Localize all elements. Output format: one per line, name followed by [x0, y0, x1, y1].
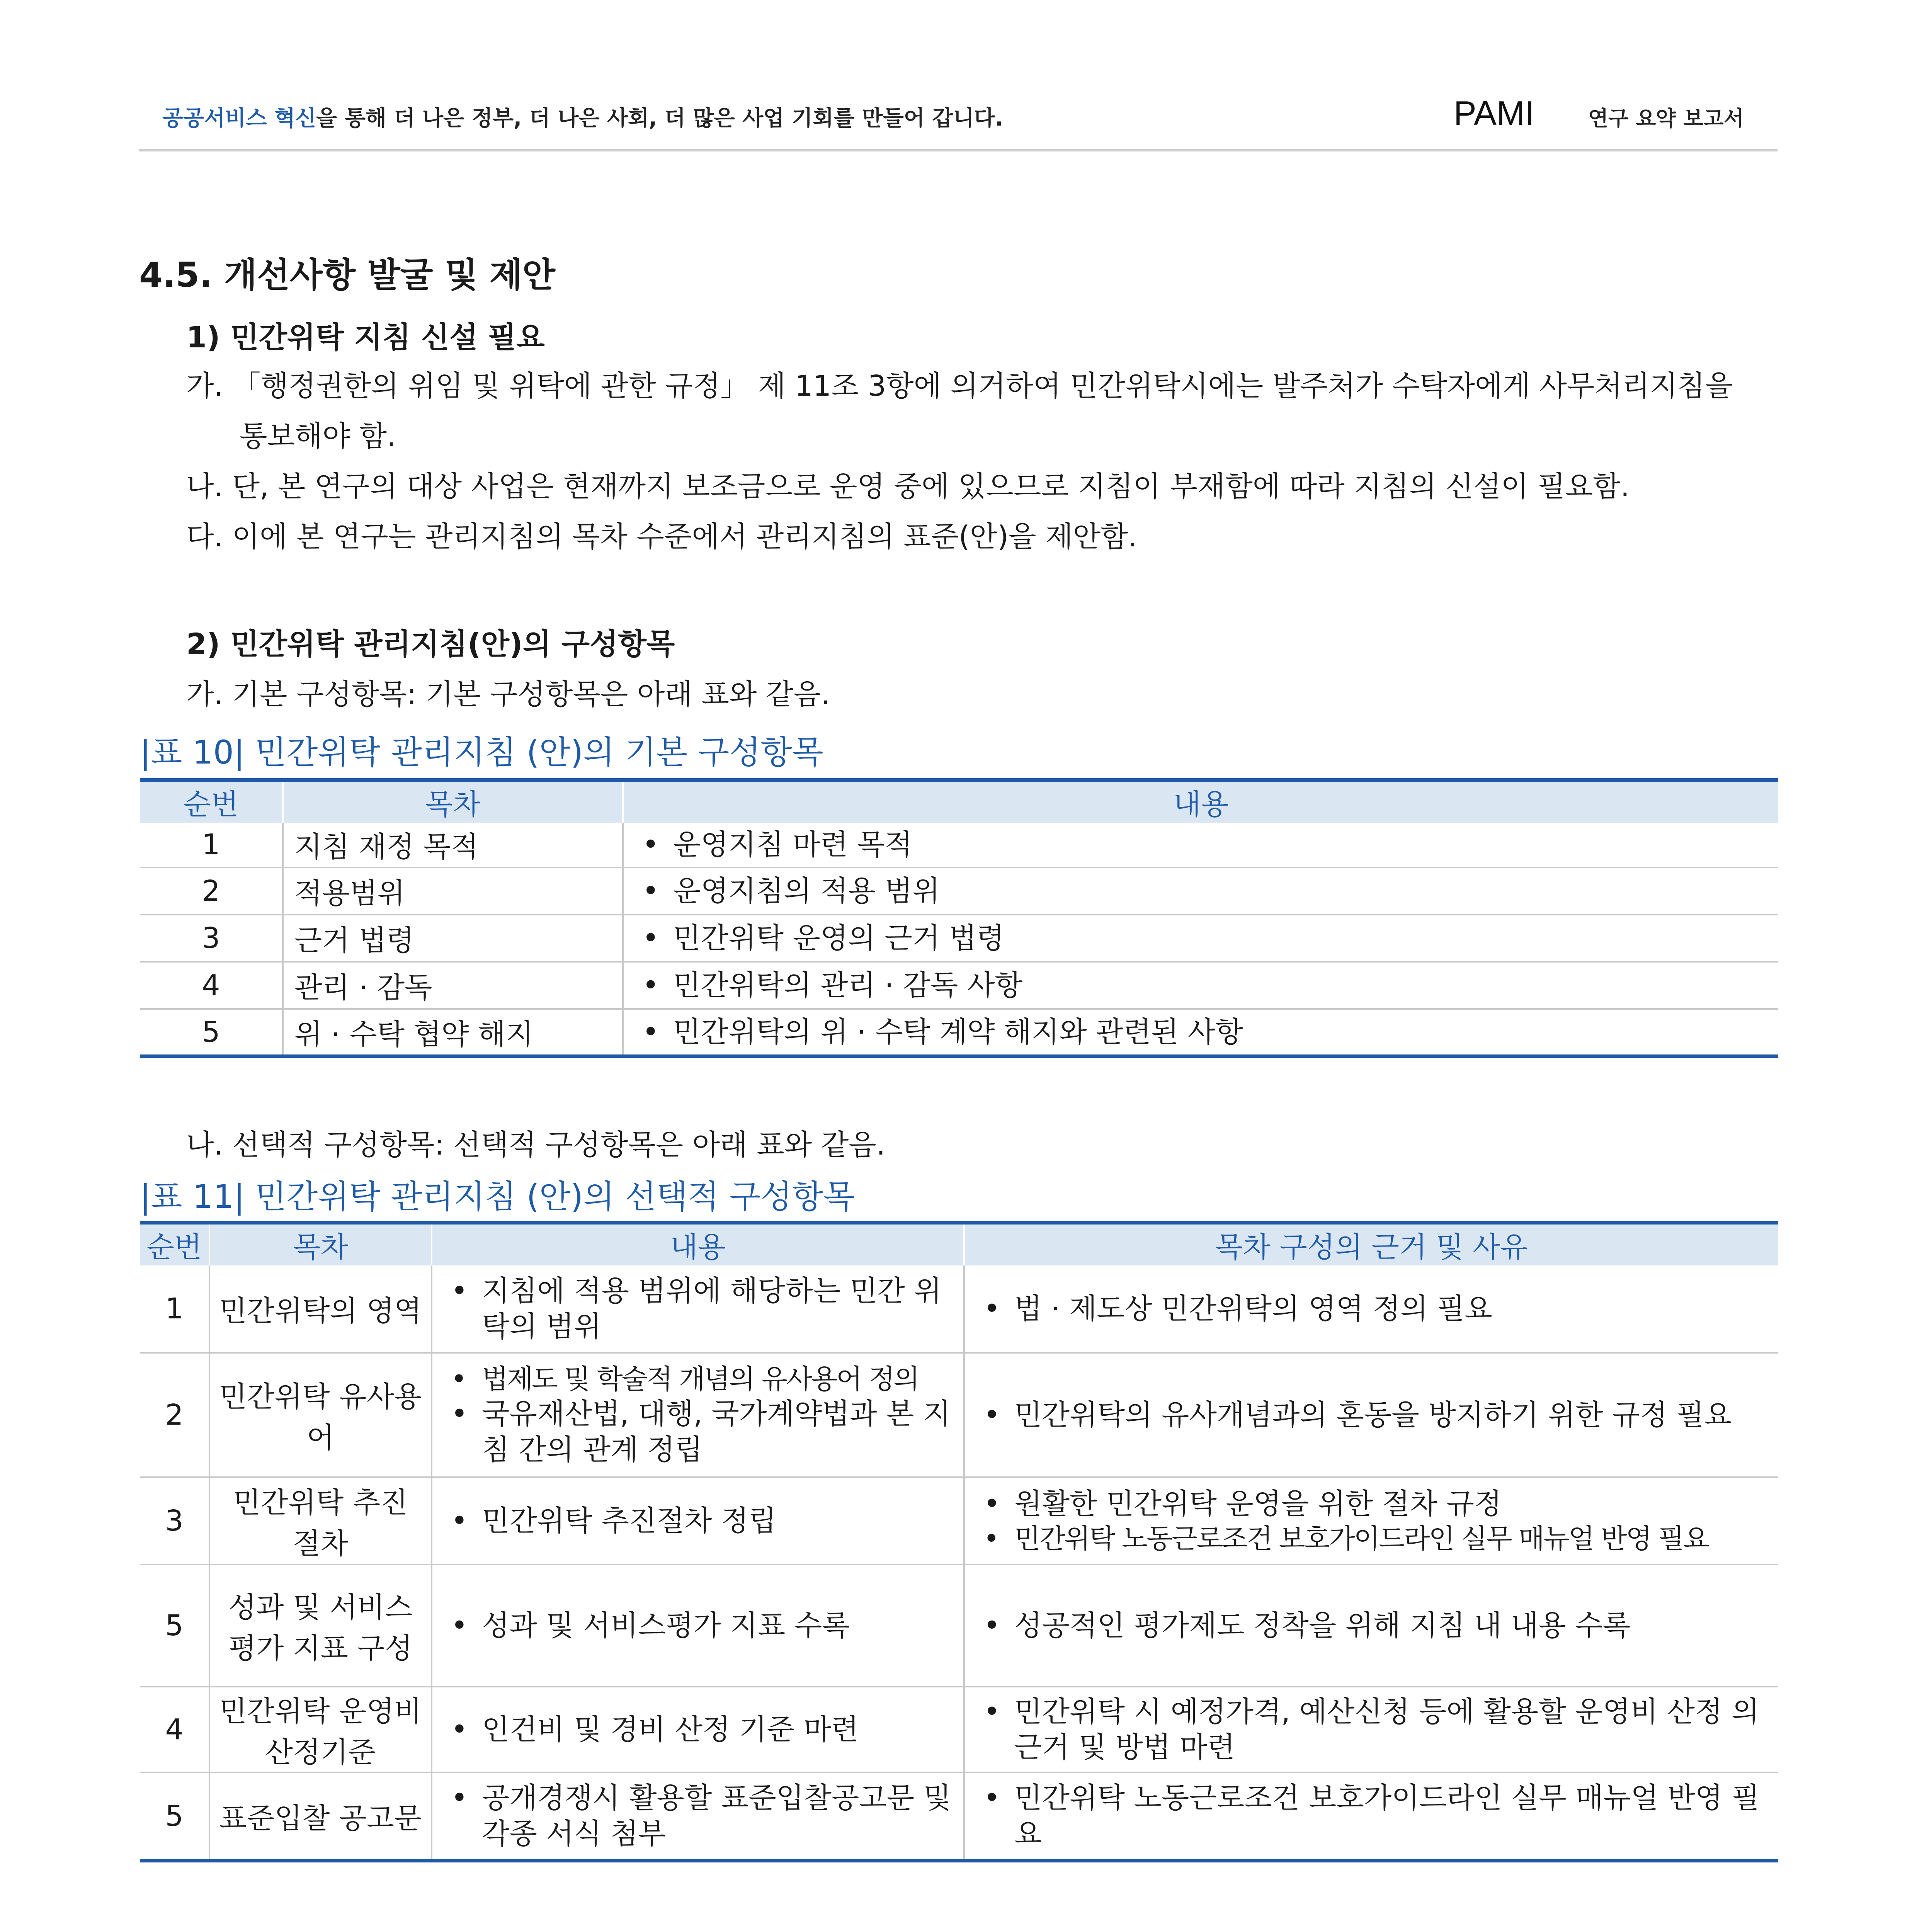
table-row [140, 1565, 1778, 1687]
row-toc: 지침 재정 목적 [283, 823, 623, 867]
sub1-da: 다. 이에 본 연구는 관리지침의 목차 수준에서 관리지침의 표준(안)을 제안함. [186, 520, 1138, 553]
row-no: 2 [140, 867, 283, 915]
table-row [140, 962, 1778, 1009]
brand-logo: PAMI [1454, 94, 1534, 132]
table-row [140, 1353, 1778, 1477]
table-row [140, 1687, 1778, 1772]
row-toc: 민간위탁 운영비 산정기준 [209, 1687, 432, 1772]
row-no: 3 [140, 1477, 209, 1565]
row-reason: • 민간위탁 노동근로조건 보호가이드라인 실무 매뉴얼 반영 필요 [964, 1772, 1778, 1861]
row-content: • 법제도 및 학술적 개념의 유사용어 정의 • 국유재산법, 대행, 국가계약법과 본 지침 간의 관계 정립 [432, 1353, 964, 1477]
table-row [140, 1772, 1778, 1861]
row-reason: • 원활한 민간위탁 운영을 위한 절차 규정 • 민간위탁 노동근로조건 보호가이드라인 실무 매뉴얼 반영 필요 [964, 1477, 1778, 1565]
sub1-ga-line2: 통보해야 함. [240, 420, 396, 453]
row-toc: 민간위탁 유사용어 [209, 1353, 432, 1477]
row-content: • 민간위탁 추진절차 정립 [432, 1477, 964, 1565]
table11-col-reason: 목차 구성의 근거 및 사유 [964, 1223, 1778, 1266]
section-title: 4.5. 개선사항 발굴 및 제안 [139, 255, 555, 295]
table11 [140, 1221, 1778, 1862]
table10-col-content: 내용 [623, 780, 1778, 823]
table11-col-content: 내용 [432, 1223, 964, 1266]
row-content: • 민간위탁의 위 · 수탁 계약 해지와 관련된 사항 [623, 1009, 1778, 1056]
sub1-na: 나. 단, 본 연구의 대상 사업은 현재까지 보조금으로 운영 중에 있으므로 지침이 부재함에 따라 지침의 신설이 필요함. [186, 470, 1630, 503]
row-toc: 근거 법령 [283, 915, 623, 962]
table11-header-row [140, 1223, 1778, 1266]
table-row [140, 867, 1778, 915]
row-content: • 운영지침의 적용 범위 [623, 867, 1778, 915]
sub2-title: 2) 민간위탁 관리지침(안)의 구성항목 [186, 627, 675, 661]
sub2-na: 나. 선택적 구성항목: 선택적 구성항목은 아래 표와 같음. [186, 1128, 886, 1162]
table11-col-no: 순번 [140, 1223, 209, 1266]
table-row [140, 823, 1778, 867]
row-content: • 인건비 및 경비 산정 기준 마련 [432, 1687, 964, 1772]
header-divider [139, 149, 1778, 151]
row-content: • 지침에 적용 범위에 해당하는 민간 위탁의 범위 [432, 1265, 964, 1353]
report-type: 연구 요약 보고서 [1588, 106, 1744, 131]
row-no: 5 [140, 1772, 209, 1861]
row-toc: 적용범위 [283, 867, 623, 915]
row-toc: 민간위탁의 영역 [209, 1265, 432, 1353]
row-no: 1 [140, 1265, 209, 1353]
row-no: 4 [140, 1687, 209, 1772]
row-no: 5 [140, 1009, 283, 1056]
table-row [140, 1265, 1778, 1353]
table11-caption: |표 11| 민간위탁 관리지침 (안)의 선택적 구성항목 [140, 1178, 855, 1216]
table-row [140, 915, 1778, 962]
table11-col-toc: 목차 [209, 1223, 432, 1266]
sub1-ga-line1: 가. 「행정권한의 위임 및 위탁에 관한 규정」 제 11조 3항에 의거하여 민간위탁시에는 발주처가 수탁자에게 사무처리지침을 [186, 369, 1733, 403]
row-toc: 관리 · 감독 [283, 962, 623, 1009]
row-no: 1 [140, 823, 283, 867]
table-row [140, 1009, 1778, 1056]
row-no: 2 [140, 1353, 209, 1477]
row-reason: • 성공적인 평가제도 정착을 위해 지침 내 내용 수록 [964, 1565, 1778, 1687]
row-reason: • 법 · 제도상 민간위탁의 영역 정의 필요 [964, 1265, 1778, 1353]
row-content: • 운영지침 마련 목적 [623, 823, 1778, 867]
sub2-ga: 가. 기본 구성항목: 기본 구성항목은 아래 표와 같음. [186, 678, 830, 711]
row-content: • 성과 및 서비스평가 지표 수록 [432, 1565, 964, 1687]
table10-header-row [140, 780, 1778, 823]
row-no: 3 [140, 915, 283, 962]
row-toc: 위 · 수탁 협약 해지 [283, 1009, 623, 1056]
slogan-rest: 을 통해 더 나은 정부, 더 나은 사회, 더 많은 사업 기회를 만들어 갑니다. [316, 106, 1004, 131]
table10-col-no: 순번 [140, 780, 283, 823]
row-no: 4 [140, 962, 283, 1009]
table10-col-toc: 목차 [283, 780, 623, 823]
slogan-highlight: 공공서비스 혁신 [162, 106, 316, 131]
row-reason: • 민간위탁 시 예정가격, 예산신청 등에 활용할 운영비 산정 의 근거 및 방법 마련 [964, 1687, 1778, 1772]
header-slogan [162, 101, 1003, 132]
table-row [140, 1477, 1778, 1565]
table10 [140, 778, 1778, 1058]
row-reason: • 민간위탁의 유사개념과의 혼동을 방지하기 위한 규정 필요 [964, 1353, 1778, 1477]
row-toc: 민간위탁 추진 절차 [209, 1477, 432, 1565]
sub1-title: 1) 민간위탁 지침 신설 필요 [186, 320, 545, 354]
row-content: • 공개경쟁시 활용할 표준입찰공고문 및 각종 서식 첨부 [432, 1772, 964, 1861]
row-toc: 표준입찰 공고문 [209, 1772, 432, 1861]
row-content: • 민간위탁 운영의 근거 법령 [623, 915, 1778, 962]
row-content: • 민간위탁의 관리 · 감독 사항 [623, 962, 1778, 1009]
row-no: 5 [140, 1565, 209, 1687]
row-toc: 성과 및 서비스평가 지표 구성 [209, 1565, 432, 1687]
table10-caption: |표 10| 민간위탁 관리지침 (안)의 기본 구성항목 [140, 733, 823, 771]
